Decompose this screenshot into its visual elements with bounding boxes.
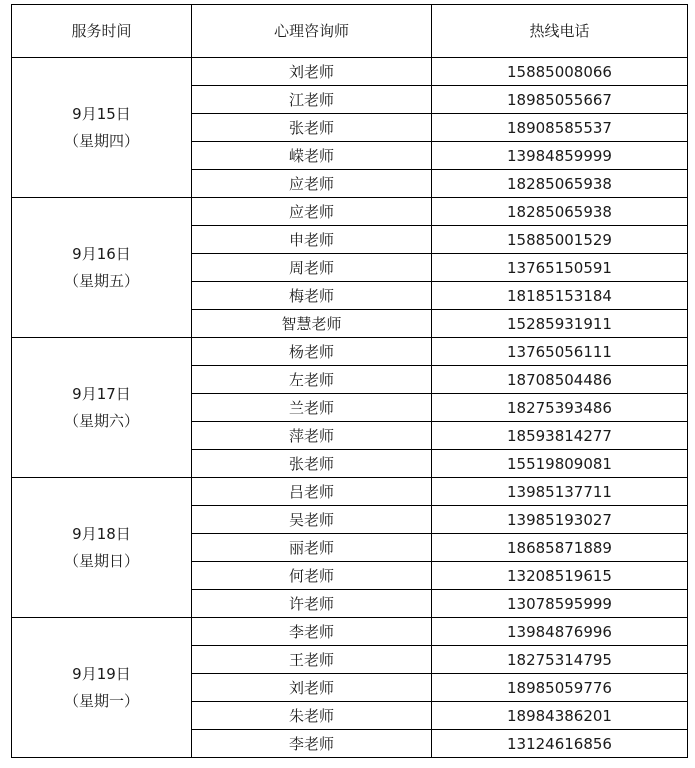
hotline-phone: 18984386201	[432, 702, 688, 730]
counselor-name: 萍老师	[192, 422, 432, 450]
table-row	[12, 618, 688, 646]
hotline-phone: 18708504486	[432, 366, 688, 394]
service-weekday: （星期一）	[63, 691, 139, 710]
hotline-phone: 18285065938	[432, 198, 688, 226]
table-header	[12, 5, 688, 58]
hotline-phone: 13208519615	[432, 562, 688, 590]
counselor-name: 王老师	[192, 646, 432, 674]
service-date-cell	[12, 338, 192, 478]
counselor-name: 李老师	[192, 730, 432, 758]
hotline-phone: 13078595999	[432, 590, 688, 618]
hotline-phone: 13765056111	[432, 338, 688, 366]
header-row	[12, 5, 688, 58]
hotline-phone: 18185153184	[432, 282, 688, 310]
hotline-phone: 18908585537	[432, 114, 688, 142]
table-body	[12, 58, 688, 758]
hotline-phone: 15519809081	[432, 450, 688, 478]
service-weekday: （星期四）	[63, 131, 139, 150]
hotline-phone: 18985059776	[432, 674, 688, 702]
service-date: 9月19日	[72, 665, 131, 684]
counselor-name: 应老师	[192, 170, 432, 198]
counselor-name: 周老师	[192, 254, 432, 282]
service-date-cell	[12, 58, 192, 198]
counselor-name: 梅老师	[192, 282, 432, 310]
hotline-phone: 18275314795	[432, 646, 688, 674]
table-row	[12, 58, 688, 86]
counselor-name: 刘老师	[192, 674, 432, 702]
service-weekday: （星期六）	[63, 411, 139, 430]
table-row	[12, 478, 688, 506]
counselor-name: 江老师	[192, 86, 432, 114]
counselor-name: 何老师	[192, 562, 432, 590]
service-weekday: （星期日）	[63, 551, 139, 570]
hotline-phone: 13985193027	[432, 506, 688, 534]
header-service-time: 服务时间	[12, 5, 192, 58]
service-date: 9月15日	[72, 105, 131, 124]
hotline-phone: 13984859999	[432, 142, 688, 170]
counselor-name: 许老师	[192, 590, 432, 618]
counselor-name: 嵘老师	[192, 142, 432, 170]
hotline-phone: 13765150591	[432, 254, 688, 282]
service-date: 9月16日	[72, 245, 131, 264]
counselor-name: 丽老师	[192, 534, 432, 562]
hotline-phone: 18285065938	[432, 170, 688, 198]
hotline-phone: 18985055667	[432, 86, 688, 114]
header-counselor: 心理咨询师	[192, 5, 432, 58]
hotline-phone: 13124616856	[432, 730, 688, 758]
counselor-name: 吴老师	[192, 506, 432, 534]
table-row	[12, 198, 688, 226]
service-date: 9月18日	[72, 525, 131, 544]
counselor-name: 李老师	[192, 618, 432, 646]
counselor-name: 杨老师	[192, 338, 432, 366]
service-date: 9月17日	[72, 385, 131, 404]
counselor-name: 朱老师	[192, 702, 432, 730]
counselor-name: 左老师	[192, 366, 432, 394]
hotline-phone: 13985137711	[432, 478, 688, 506]
header-hotline: 热线电话	[432, 5, 688, 58]
hotline-phone: 13984876996	[432, 618, 688, 646]
hotline-phone: 18685871889	[432, 534, 688, 562]
hotline-phone: 15885008066	[432, 58, 688, 86]
service-date-cell	[12, 618, 192, 758]
counselor-name: 申老师	[192, 226, 432, 254]
hotline-phone: 15285931911	[432, 310, 688, 338]
hotline-phone: 15885001529	[432, 226, 688, 254]
counselor-schedule-table	[11, 4, 688, 758]
counselor-name: 张老师	[192, 450, 432, 478]
counselor-name: 兰老师	[192, 394, 432, 422]
hotline-phone: 18593814277	[432, 422, 688, 450]
counselor-name: 吕老师	[192, 478, 432, 506]
table-row	[12, 338, 688, 366]
counselor-name: 智慧老师	[192, 310, 432, 338]
service-date-cell	[12, 478, 192, 618]
hotline-phone: 18275393486	[432, 394, 688, 422]
counselor-name: 刘老师	[192, 58, 432, 86]
service-weekday: （星期五）	[63, 271, 139, 290]
counselor-name: 应老师	[192, 198, 432, 226]
counselor-name: 张老师	[192, 114, 432, 142]
service-date-cell	[12, 198, 192, 338]
